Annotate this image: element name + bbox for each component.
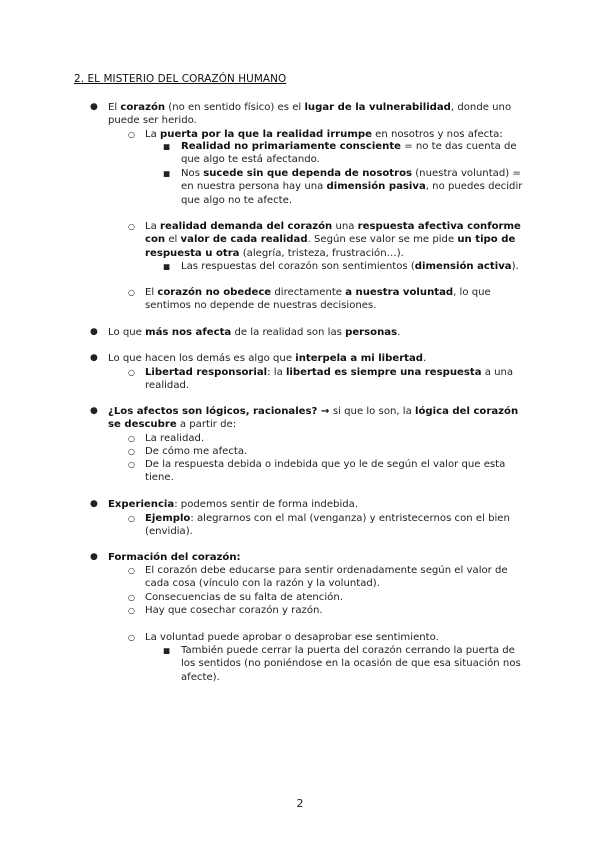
list-item: Realidad no primariamente consciente = no te das cuenta de que algo te está afectando. <box>181 141 517 166</box>
list-item: De cómo me afecta. <box>145 446 248 457</box>
bullet-level1: ● <box>90 499 98 509</box>
list-item: Las respuestas del corazón son sentimientos (dimensión activa). <box>181 261 519 272</box>
list-item: La realidad demanda del corazón una respuesta afectiva conforme con el valor de cada realidad. Según ese valor se me pide un tipo de respuesta u otra (alegría, tristeza, frustración…). <box>145 221 521 259</box>
bullet-level1: ● <box>90 102 98 112</box>
bullet-level1: ● <box>90 353 98 363</box>
bullet-level2: ○ <box>128 130 135 139</box>
section-heading: 2. EL MISTERIO DEL CORAZÓN HUMANO <box>74 73 287 85</box>
bullet-level3: ■ <box>163 169 171 178</box>
bullet-level2: ○ <box>128 288 135 297</box>
list-item: La voluntad puede aprobar o desaprobar ese sentimiento. <box>145 632 439 643</box>
list-item: El corazón debe educarse para sentir ordenadamente según el valor de cada cosa (vínculo con la razón y la voluntad). <box>145 565 508 590</box>
bullet-level2: ○ <box>128 633 135 642</box>
list-item: Experiencia: podemos sentir de forma indebida. <box>108 499 359 510</box>
list-item: Ejemplo: alegrarnos con el mal (venganza) y entristecernos con el bien (envidia). <box>145 513 510 538</box>
bullet-level2: ○ <box>128 434 135 443</box>
list-item: Hay que cosechar corazón y razón. <box>145 605 323 616</box>
bullet-level2: ○ <box>128 460 135 469</box>
list-item: Lo que más nos afecta de la realidad son las personas. <box>108 327 401 338</box>
bullet-level2: ○ <box>128 222 135 231</box>
bullet-level1: ● <box>90 327 98 337</box>
list-item: Formación del corazón: <box>108 552 241 563</box>
bullet-level2: ○ <box>128 606 135 615</box>
bullet-level2: ○ <box>128 368 135 377</box>
bullet-level2: ○ <box>128 566 135 575</box>
bullet-level3: ■ <box>163 646 171 655</box>
list-item: El corazón no obedece directamente a nuestra voluntad, lo que sentimos no depende de nuestras decisiones. <box>145 287 491 312</box>
bullet-level2: ○ <box>128 514 135 523</box>
page-number: 2 <box>296 797 304 810</box>
list-item: También puede cerrar la puerta del corazón cerrando la puerta de los sentidos (no poniéndose en la ocasión de que esa situación nos afecte). <box>181 645 521 683</box>
list-item: Nos sucede sin que dependa de nosotros (nuestra voluntad) = en nuestra persona hay una dimensión pasiva, no puedes decidir que algo no te afecte. <box>181 168 523 206</box>
list-item: De la respuesta debida o indebida que yo le de según el valor que esta tiene. <box>145 459 506 484</box>
bullet-level1: ● <box>90 406 98 416</box>
list-item: Libertad responsorial: la libertad es siempre una respuesta a una realidad. <box>145 367 514 392</box>
list-item: ¿Los afectos son lógicos, racionales? → si que lo son, la lógica del corazón se descubre a partir de: <box>108 406 519 431</box>
bullet-level2: ○ <box>128 447 135 456</box>
list-item: Consecuencias de su falta de atención. <box>145 592 343 603</box>
bullet-level1: ● <box>90 552 98 562</box>
bullet-level3: ■ <box>163 142 171 151</box>
list-item: La puerta por la que la realidad irrumpe en nosotros y nos afecta: <box>145 129 503 140</box>
bullet-level3: ■ <box>163 262 171 271</box>
bullet-level2: ○ <box>128 593 135 602</box>
list-item: El corazón (no en sentido físico) es el lugar de la vulnerabilidad, donde uno puede ser herido. <box>108 102 512 127</box>
list-item: La realidad. <box>145 433 205 444</box>
list-item: Lo que hacen los demás es algo que interpela a mi libertad. <box>108 353 427 364</box>
